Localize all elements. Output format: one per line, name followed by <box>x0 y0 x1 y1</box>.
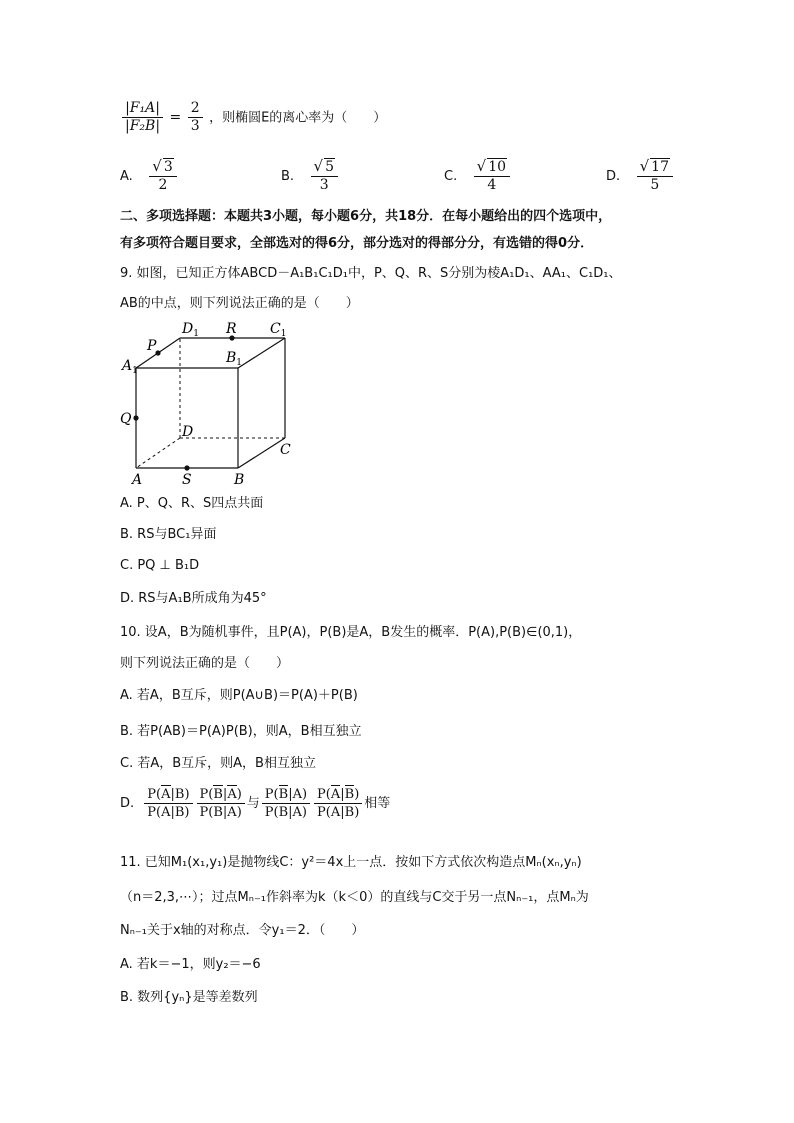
label-r: R <box>226 321 237 337</box>
label-d1: $D_1$ <box>182 321 199 339</box>
q8-ratio-rhs: $\frac{2}{3}$ <box>188 100 203 135</box>
q10-stem-line1: 10. 设A，B为随机事件，且P(A)，P(B)是A，B发生的概率．P(A),P(B)∈(0,1)， <box>120 625 582 640</box>
label-c1: $C_1$ <box>270 321 287 339</box>
label-b1: $B_1$ <box>226 350 243 368</box>
q10-stem-line2: 则下列说法正确的是（ ） <box>120 656 290 671</box>
q11-stem-line3: Nₙ₋₁关于x轴的对称点．令y₁＝2．（ ） <box>120 923 365 938</box>
label-b: B <box>234 472 245 488</box>
q8-option-d[interactable]: D. $\frac{√ 17}{5}$ <box>606 158 675 194</box>
q10-option-d[interactable]: D. $\frac{P(A|B)}{P(A|B)}$ $\frac{P(B|A)}{P(B|A)}$ 与 $\frac{P(B|A)}{P(B|A)}$ $\frac{P(A|B)}{P(A|B)}$ 相等 <box>120 787 391 820</box>
label-q: Q <box>120 411 132 427</box>
q9-option-d[interactable]: D. RS与A₁B所成角为45° <box>120 591 267 606</box>
point-q <box>133 415 138 420</box>
q10-option-a[interactable]: A. 若A，B互斥，则P(A∪B)＝P(A)＋P(B) <box>120 688 358 703</box>
label-s: S <box>182 472 192 488</box>
q9-option-a[interactable]: A. P、Q、R、S四点共面 <box>120 496 264 511</box>
label-c: C <box>280 442 291 458</box>
section2-heading-line1: 二、多项选择题：本题共3小题，每小题6分，共18分．在每小题给出的四个选项中， <box>120 209 612 224</box>
label-a: A <box>132 472 143 488</box>
cube-figure <box>110 318 310 488</box>
q11-option-a[interactable]: A. 若k＝−1，则y₂＝−6 <box>120 957 261 972</box>
q8-option-b[interactable]: B. $\frac{√ 5}{3}$ <box>281 158 340 194</box>
q8-question-text: ，则椭圆E的离心率为（ ） <box>209 110 387 126</box>
q8-option-a[interactable]: A. $\frac{√ 3}{2}$ <box>120 158 179 194</box>
q9-option-b[interactable]: B. RS与BC₁异面 <box>120 527 217 542</box>
cube-edge-hidden-da <box>136 438 180 468</box>
q11-stem-line1: 11. 已知M₁(x₁,y₁)是抛物线C：y²＝4x上一点．按如下方式依次构造点Mₙ(xₙ,yₙ) <box>120 855 582 870</box>
q11-stem-line2: （n＝2,3,⋯）；过点Mₙ₋₁作斜率为k（k＜0）的直线与C交于另一点Nₙ₋₁，点Mₙ为 <box>120 890 589 905</box>
label-p: P <box>147 338 157 354</box>
label-a1: $A_1$ <box>122 358 138 376</box>
q9-stem-line2: AB的中点，则下列说法正确的是（ ） <box>120 296 359 311</box>
label-d: D <box>182 424 194 440</box>
q11-option-b[interactable]: B. 数列{yₙ}是等差数列 <box>120 990 258 1005</box>
q9-stem-line1: 9. 如图，已知正方体ABCD－A₁B₁C₁D₁中，P、Q、R、S分别为棱A₁D₁、AA₁、C₁D₁、 <box>120 266 622 281</box>
point-s <box>184 465 189 470</box>
q8-ratio-line: $\frac{\text{|F₁A|}}{\text{|F₂B|}}$ = $\frac{2}{3}$ ，则椭圆E的离心率为（ ） <box>120 100 386 135</box>
q8-option-c[interactable]: C. $\frac{√ 10}{4}$ <box>444 158 512 194</box>
q8-ratio-lhs: $\frac{\text{|F₁A|}}{\text{|F₂B|}}$ <box>122 100 163 135</box>
q9-option-c[interactable]: C. PQ ⊥ B₁D <box>120 558 200 573</box>
q10-option-c[interactable]: C. 若A，B互斥，则A，B相互独立 <box>120 756 316 771</box>
q10-option-b[interactable]: B. 若P(AB)＝P(A)P(B)，则A，B相互独立 <box>120 724 362 739</box>
section2-heading-line2: 有多项符合题目要求，全部选对的得6分，部分选对的得部分分，有选错的得0分． <box>120 236 594 251</box>
